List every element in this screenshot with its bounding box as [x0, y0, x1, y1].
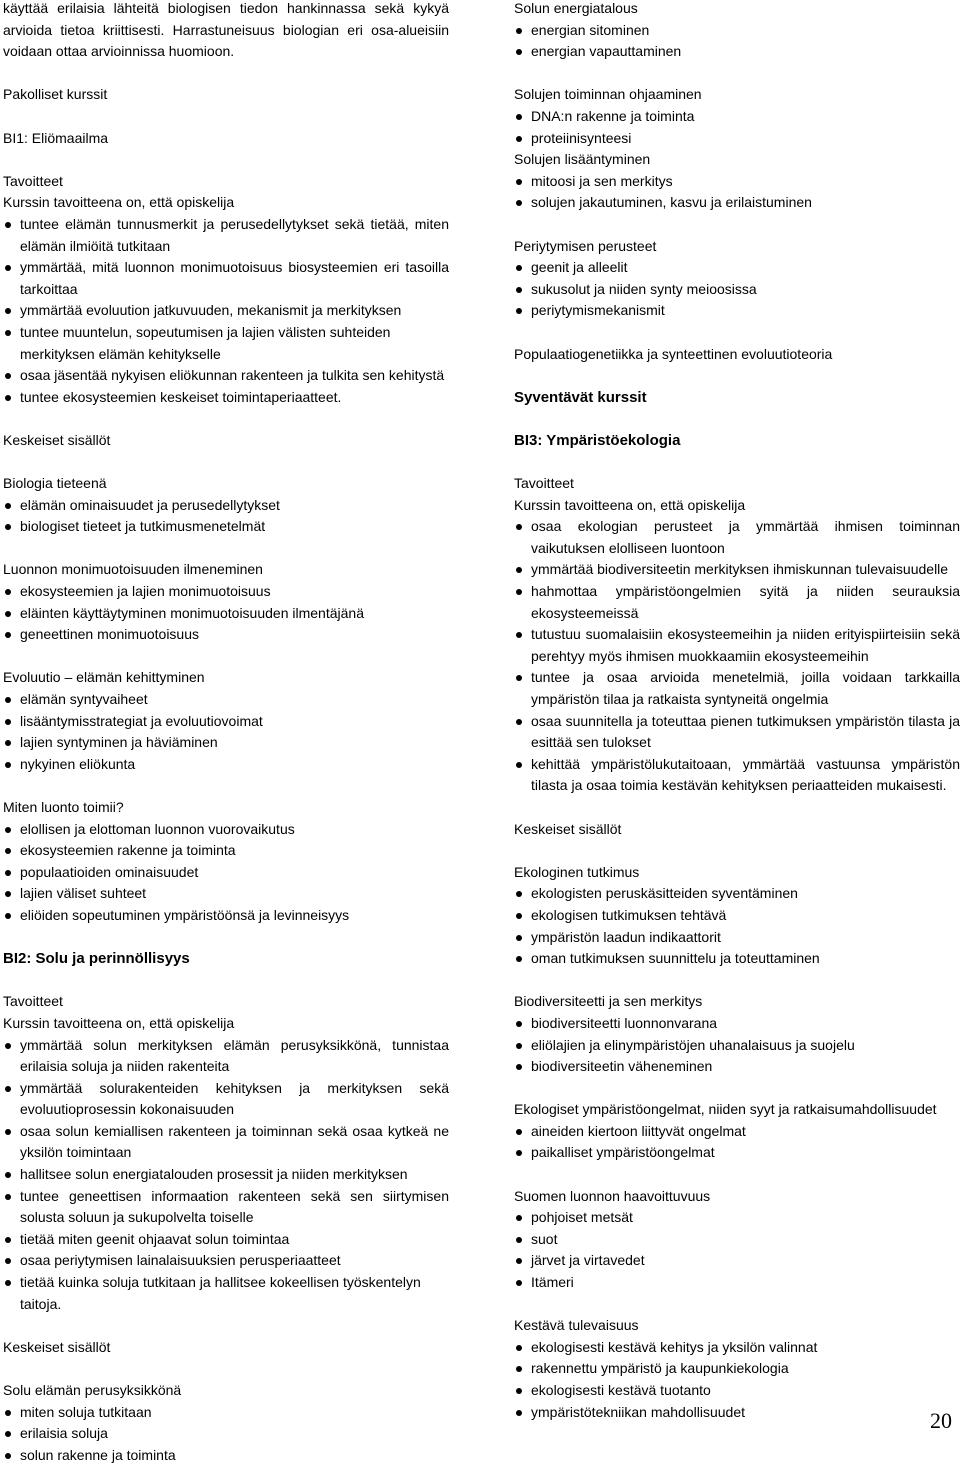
list-item: tietää miten geenit ohjaavat solun toimintaa [3, 1229, 449, 1251]
list-item: populaatioiden ominaisuudet [3, 862, 449, 884]
list-item: periytymismekanismit [514, 300, 960, 322]
list-item: ymmärtää, mitä luonnon monimuotoisuus biosysteemien eri tasoilla tarkoittaa [3, 257, 449, 300]
list-item: pohjoiset metsät [514, 1207, 960, 1229]
section-heading: Syventävät kurssit [514, 388, 647, 406]
text-line: Miten luonto toimii? [3, 798, 124, 815]
text-line: Kestävä tulevaisuus [514, 1317, 639, 1334]
list-item: tutustuu suomalaisiin ekosysteemeihin ja niiden erityispiirteisiin sekä perehtyy myös ihmisen muokkaamiin ekosysteemeihin [514, 624, 960, 667]
spacer [3, 538, 449, 560]
list-item: ekologisten peruskäsitteiden syventäminen [514, 883, 960, 905]
list-item: geneettinen monimuotoisuus [3, 624, 449, 646]
list-item: ekologisesti kestävä kehitys ja yksilön valinnat [514, 1337, 960, 1359]
spacer [3, 106, 449, 128]
spacer [3, 1315, 449, 1337]
spacer [514, 451, 960, 473]
text-line: Evoluutio – elämän kehittyminen [3, 669, 205, 686]
spacer [514, 840, 960, 862]
list-item: biologiset tieteet ja tutkimusmenetelmät [3, 516, 449, 538]
list-item: osaa jäsentää nykyisen eliökunnan rakenteen ja tulkita sen kehitystä [3, 365, 449, 387]
list-item: ekologisesti kestävä tuotanto [514, 1380, 960, 1402]
spacer [3, 63, 449, 85]
list-item: tuntee elämän tunnusmerkit ja perusedellytykset sekä tietää, miten elämän ilmiöitä tutkitaan [3, 214, 449, 257]
text-line: Solujen lisääntyminen [514, 151, 651, 168]
list-item: paikalliset ympäristöongelmat [514, 1142, 960, 1164]
spacer [514, 408, 960, 430]
left-column [3, 0, 449, 1466]
page-number: 20 [930, 1408, 952, 1433]
right-column [514, 0, 960, 1423]
spacer [514, 970, 960, 992]
spacer [3, 646, 449, 668]
list-item: ekosysteemien rakenne ja toiminta [3, 840, 449, 862]
list-item: järvet ja virtavedet [514, 1250, 960, 1272]
list-item: eliöiden sopeutuminen ympäristöönsä ja levinneisyys [3, 905, 449, 927]
list-item: sukusolut ja niiden synty meioosissa [514, 279, 960, 301]
list-item: ymmärtää biodiversiteetin merkityksen ihmiskunnan tulevaisuudelle [514, 559, 960, 581]
list-item: tietää kuinka soluja tutkitaan ja hallitsee kokeellisen työskentelyn taitoja. [3, 1272, 449, 1315]
spacer [514, 322, 960, 344]
spacer [3, 451, 449, 473]
list-item: proteiinisynteesi [514, 128, 960, 150]
text-line: Pakolliset kurssit [3, 86, 108, 103]
spacer [514, 365, 960, 387]
spacer [514, 214, 960, 236]
list-item: eläinten käyttäytyminen monimuotoisuuden ilmentäjänä [3, 603, 449, 625]
list-item: rakennettu ympäristö ja kaupunkiekologia [514, 1358, 960, 1380]
list-item: oman tutkimuksen suunnittelu ja toteuttaminen [514, 948, 960, 970]
list-item: ekologisen tutkimuksen tehtävä [514, 905, 960, 927]
text-line: Solun energiatalous [514, 0, 638, 16]
text-line: käyttää erilaisia lähteitä biologisen tiedon hankinnassa sekä kykyä arvioida tietoa kriittisesti. Harrastuneisuus biologian eri osa-alueisiin voidaan ottaa arvioinnissa huomioon. [3, 0, 449, 60]
text-line: Periytymisen perusteet [514, 237, 657, 254]
list-item: aineiden kiertoon liittyvät ongelmat [514, 1121, 960, 1143]
section-heading: BI2: Solu ja perinnöllisyys [3, 950, 190, 968]
list-item: mitoosi ja sen merkitys [514, 171, 960, 193]
list-item: ympäristötekniikan mahdollisuudet [514, 1402, 960, 1424]
list-item: lajien syntyminen ja häviäminen [3, 732, 449, 754]
list-item: elämän ominaisuudet ja perusedellytykset [3, 495, 449, 517]
list-item: lajien väliset suhteet [3, 883, 449, 905]
text-line: Solujen toiminnan ohjaaminen [514, 86, 702, 103]
list-item: biodiversiteetin väheneminen [514, 1056, 960, 1078]
list-item: ymmärtää evoluution jatkuvuuden, mekanismit ja merkityksen [3, 300, 449, 322]
list-item: elollisen ja elottoman luonnon vuorovaikutus [3, 819, 449, 841]
text-line: Ekologiset ympäristöongelmat, niiden syyt ja ratkaisumahdollisuudet [514, 1101, 937, 1118]
spacer [514, 63, 960, 85]
text-line: Keskeiset sisällöt [3, 1338, 111, 1355]
text-line: Biodiversiteetti ja sen merkitys [514, 993, 703, 1010]
list-item: tuntee muuntelun, sopeutumisen ja lajien välisten suhteiden merkityksen elämän kehitykselle [3, 322, 449, 365]
list-item: elämän syntyvaiheet [3, 689, 449, 711]
list-item: kehittää ympäristölukutaitoaan, ymmärtää vastuunsa ympäristön tilasta ja osaa toimia kestävän kehityksen periaatteiden mukaisesti. [514, 754, 960, 797]
text-line: BI1: Eliömaailma [3, 129, 109, 146]
list-item: biodiversiteetti luonnonvarana [514, 1013, 960, 1035]
text-line: Tavoitteet [514, 475, 574, 492]
list-item: tuntee ekosysteemien keskeiset toimintaperiaatteet. [3, 387, 449, 409]
list-item: lisääntymisstrategiat ja evoluutiovoimat [3, 711, 449, 733]
text-line: Biologia tieteenä [3, 475, 107, 492]
list-item: solun rakenne ja toiminta [3, 1445, 449, 1466]
list-item: hallitsee solun energiatalouden prosessit ja niiden merkityksen [3, 1164, 449, 1186]
text-line: Solu elämän perusyksikkönä [3, 1382, 182, 1398]
list-item: osaa ekologian perusteet ja ymmärtää ihmisen toiminnan vaikutuksen elolliseen luontoon [514, 516, 960, 559]
list-item: ekosysteemien ja lajien monimuotoisuus [3, 581, 449, 603]
text-line: Tavoitteet [3, 172, 63, 189]
list-item: eliölajien ja elinympäristöjen uhanalaisuus ja suojelu [514, 1035, 960, 1057]
text-line: Ekologinen tutkimus [514, 863, 640, 880]
list-item: ymmärtää solun merkityksen elämän perusyksikkönä, tunnistaa erilaisia soluja ja niiden rakenteita [3, 1035, 449, 1078]
list-item: nykyinen eliökunta [3, 754, 449, 776]
spacer [3, 775, 449, 797]
list-item: ympäristön laadun indikaattorit [514, 927, 960, 949]
list-item: erilaisia soluja [3, 1423, 449, 1445]
list-item: tuntee ja osaa arvioida menetelmiä, joilla voidaan tarkkailla ympäristön tilaa ja ratkaista syntyneitä ongelmia [514, 667, 960, 710]
list-item: suot [514, 1229, 960, 1251]
list-item: ymmärtää solurakenteiden kehityksen ja merkityksen sekä evoluutioprosessin kokonaisuuden [3, 1078, 449, 1121]
text-line: Kurssin tavoitteena on, että opiskelija [514, 496, 746, 513]
section-heading: BI3: Ympäristöekologia [514, 431, 681, 449]
list-item: osaa solun kemiallisen rakenteen ja toiminnan sekä osaa kytkeä ne yksilön toimintaan [3, 1121, 449, 1164]
list-item: energian sitominen [514, 20, 960, 42]
list-item: miten soluja tutkitaan [3, 1402, 449, 1424]
list-item: solujen jakautuminen, kasvu ja erilaistuminen [514, 192, 960, 214]
text-line: Suomen luonnon haavoittuvuus [514, 1187, 711, 1204]
list-item: energian vapauttaminen [514, 41, 960, 63]
spacer [3, 149, 449, 171]
text-line: Kurssin tavoitteena on, että opiskelija [3, 1014, 235, 1031]
list-item: geenit ja alleelit [514, 257, 960, 279]
list-item: tuntee geneettisen informaation rakenteen sekä sen siirtymisen solusta soluun ja sukupolvelta toiselle [3, 1186, 449, 1229]
spacer [514, 797, 960, 819]
spacer [3, 970, 449, 992]
text-line: Luonnon monimuotoisuuden ilmeneminen [3, 561, 263, 578]
list-item: Itämeri [514, 1272, 960, 1294]
text-line: Kurssin tavoitteena on, että opiskelija [3, 194, 235, 211]
list-item: osaa periytymisen lainalaisuuksien perusperiaatteet [3, 1250, 449, 1272]
list-item: DNA:n rakenne ja toiminta [514, 106, 960, 128]
list-item: hahmottaa ympäristöongelmien syitä ja niiden seurauksia ekosysteemeissä [514, 581, 960, 624]
spacer [514, 1078, 960, 1100]
spacer [3, 408, 449, 430]
text-line: Keskeiset sisällöt [514, 820, 622, 837]
spacer [3, 1358, 449, 1380]
text-line: Tavoitteet [3, 993, 63, 1010]
spacer [514, 1164, 960, 1186]
text-line: Populaatiogenetiikka ja synteettinen evoluutioteoria [514, 345, 833, 362]
spacer [3, 927, 449, 949]
text-line: Keskeiset sisällöt [3, 431, 111, 448]
spacer [514, 1294, 960, 1316]
list-item: osaa suunnitella ja toteuttaa pienen tutkimuksen ympäristön tilasta ja esittää sen tulokset [514, 711, 960, 754]
